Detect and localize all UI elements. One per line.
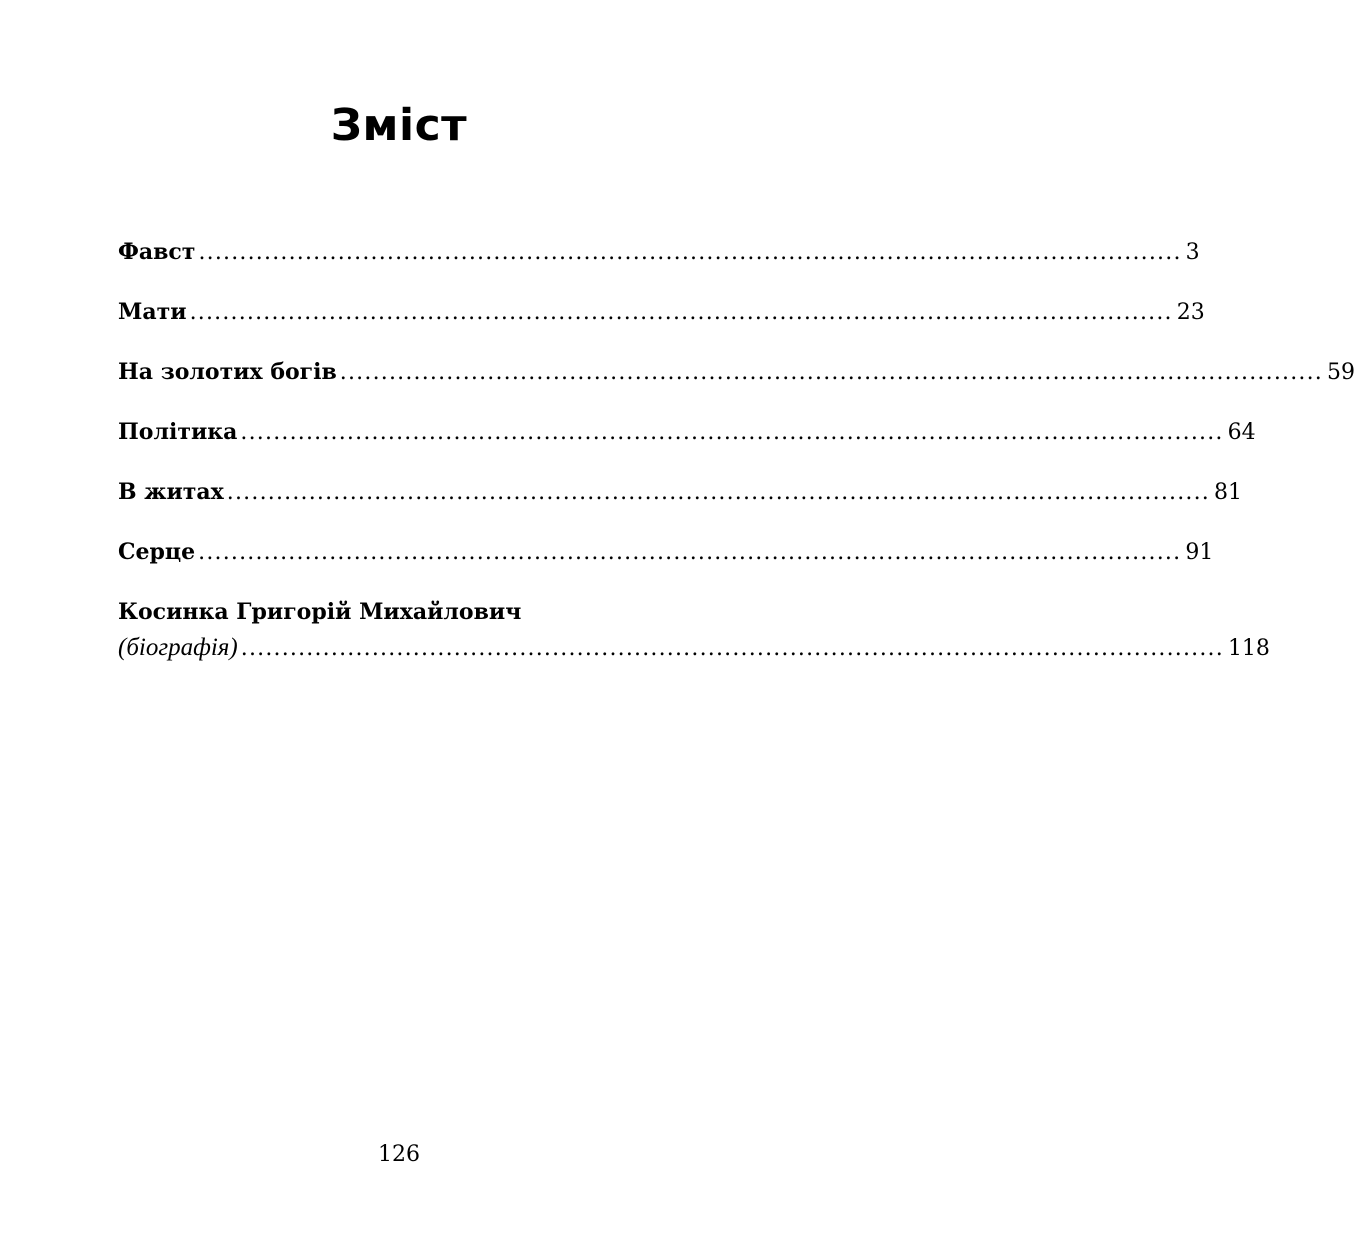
toc-entry-page: 23: [1176, 300, 1205, 325]
dot-leader: ........................................................................................................................: [240, 636, 1224, 661]
toc-entry-page: 81: [1213, 480, 1242, 505]
toc-entry[interactable]: [118, 532, 1214, 592]
dot-leader: ........................................................................................................................: [339, 360, 1323, 385]
dot-leader: ........................................................................................................................: [198, 540, 1182, 565]
toc-entry-title: Фавст: [118, 239, 196, 265]
toc-entry-title: На золотих богів: [118, 359, 337, 385]
toc-entry-title: В житах: [118, 479, 224, 505]
dot-leader: ........................................................................................................................: [240, 420, 1224, 445]
dot-leader: ........................................................................................................................: [198, 240, 1182, 265]
toc-entry-page: 59: [1326, 360, 1355, 385]
toc-entry[interactable]: [118, 232, 1200, 292]
dot-leader: ........................................................................................................................: [189, 300, 1173, 325]
toc-entry-page: 3: [1185, 240, 1200, 265]
toc-entry-subtitle: (біографія): [118, 634, 238, 661]
toc-entry[interactable]: [118, 412, 1256, 472]
toc-entry-title: Політика: [118, 419, 238, 445]
toc-entry-title: Мати: [118, 299, 187, 325]
dot-leader: ........................................................................................................................: [226, 480, 1210, 505]
toc-entry[interactable]: [118, 472, 1242, 532]
toc-entry-title: Серце: [118, 539, 196, 565]
toc-entry-title: Косинка Григорій Михайлович: [118, 599, 522, 625]
toc-entry[interactable]: [118, 592, 1270, 669]
page-number: 126: [378, 1142, 420, 1167]
toc-entry-page: 64: [1227, 420, 1256, 445]
toc-entry-page: 118: [1227, 636, 1270, 661]
toc-entry[interactable]: [118, 352, 1355, 412]
toc-entry-page: 91: [1185, 540, 1214, 565]
table-of-contents: [118, 232, 1355, 669]
toc-entry[interactable]: [118, 292, 1205, 352]
page-title: Зміст: [330, 100, 468, 151]
